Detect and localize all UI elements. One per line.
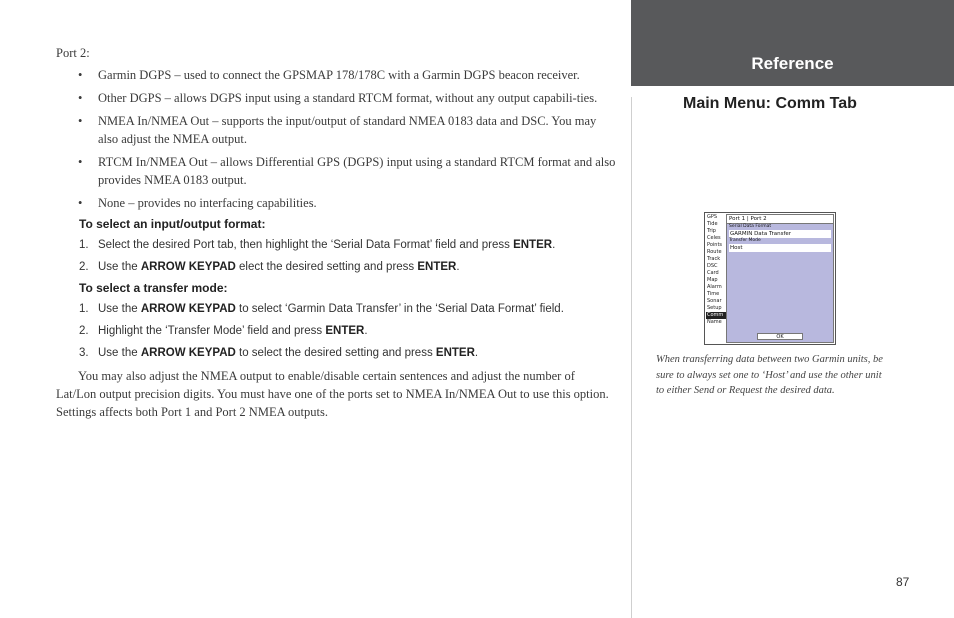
device-menu-item: Name xyxy=(707,319,722,325)
device-menu-item: Map xyxy=(707,277,718,283)
list-item: • RTCM In/NMEA Out – allows Differential GPS (DGPS) input using a standard RTCM format and also provides NMEA 0183 output. xyxy=(78,155,616,187)
device-menu-item: Points xyxy=(707,242,723,248)
section-heading-transfer-mode: To select a transfer mode: xyxy=(79,281,228,295)
device-menu-item: Track xyxy=(707,256,721,262)
step-item: 1. Select the desired Port tab, then highlight the ‘Serial Data Format’ field and press ENTER. xyxy=(79,239,556,251)
port-options-list xyxy=(56,66,616,212)
device-menu-item: Alarm xyxy=(707,284,722,290)
device-menu-item: Setup xyxy=(707,305,722,311)
reference-header-bar xyxy=(631,0,954,86)
section-heading-io-format: To select an input/output format: xyxy=(79,217,266,231)
device-screenshot xyxy=(704,212,836,345)
device-format-field: GARMIN Data Transfer xyxy=(729,230,831,238)
device-menu-item: DSC xyxy=(707,263,718,269)
device-comm-panel xyxy=(726,214,834,343)
device-menu-item-selected: Comm xyxy=(706,312,726,319)
list-item: • None – provides no interfacing capabilities. xyxy=(78,196,317,210)
device-port-tabs: Port 1 | Port 2 xyxy=(727,215,833,224)
device-menu-item: Route xyxy=(707,249,722,255)
page-number: 87 xyxy=(896,575,910,589)
bullet-icon: • xyxy=(78,68,83,82)
device-ok-button: OK xyxy=(757,333,803,340)
main-content xyxy=(56,44,616,421)
device-menu-item: Sonar xyxy=(707,298,722,304)
figure-caption: When transferring data between two Garmin units, be sure to always set one to ‘Host’ and use the other unit to either Send or Request the desired data. xyxy=(656,354,883,396)
device-menu-item: Trip xyxy=(707,228,716,234)
port-label: Port 2: xyxy=(56,46,90,60)
step-item: 3. Use the ARROW KEYPAD to select the desired setting and press ENTER. xyxy=(79,347,479,359)
device-menu-item: Time xyxy=(707,291,720,297)
device-mode-label: Transfer Mode xyxy=(729,238,761,243)
device-menu-item: Tide xyxy=(707,221,718,227)
device-menu-item: GPS xyxy=(707,214,718,220)
reference-title: Reference xyxy=(751,54,834,73)
steps-io-format xyxy=(56,237,616,275)
device-menu-item: Card xyxy=(707,270,719,276)
list-item: • Garmin DGPS – used to connect the GPSMAP 178/178C with a Garmin DGPS beacon receiver. xyxy=(78,68,580,82)
bullet-icon: • xyxy=(78,114,83,128)
step-item: 2. Use the ARROW KEYPAD elect the desired setting and press ENTER. xyxy=(79,261,460,273)
steps-transfer-mode xyxy=(56,301,616,361)
bullet-icon: • xyxy=(78,196,83,210)
step-item: 1. Use the ARROW KEYPAD to select ‘Garmin Data Transfer’ in the ‘Serial Data Format’ field. xyxy=(79,303,564,315)
device-menu-item: Celes xyxy=(707,235,721,241)
column-divider xyxy=(631,97,632,618)
device-mode-field: Host xyxy=(729,244,831,252)
list-item: • Other DGPS – allows DGPS input using a standard RTCM format, without any output capabili-ties. xyxy=(78,91,598,105)
section-title: Main Menu: Comm Tab xyxy=(683,95,857,112)
bullet-icon: • xyxy=(78,91,83,105)
device-format-label: Serial Data Format xyxy=(729,224,772,229)
step-item: 2. Highlight the ‘Transfer Mode’ field and press ENTER. xyxy=(79,325,368,337)
nmea-paragraph: You may also adjust the NMEA output to enable/disable certain sentences and adjust the number of Lat/Lon output precision digits. You must have one of the ports set to NMEA In/NMEA Out to use this option. Settings affects both Port 1 and Port 2 NMEA outputs. xyxy=(56,369,609,419)
bullet-icon: • xyxy=(78,155,83,169)
device-menu xyxy=(706,214,726,326)
list-item: • NMEA In/NMEA Out – supports the input/output of standard NMEA 0183 data and DSC. You may also adjust the NMEA output. xyxy=(78,114,597,146)
